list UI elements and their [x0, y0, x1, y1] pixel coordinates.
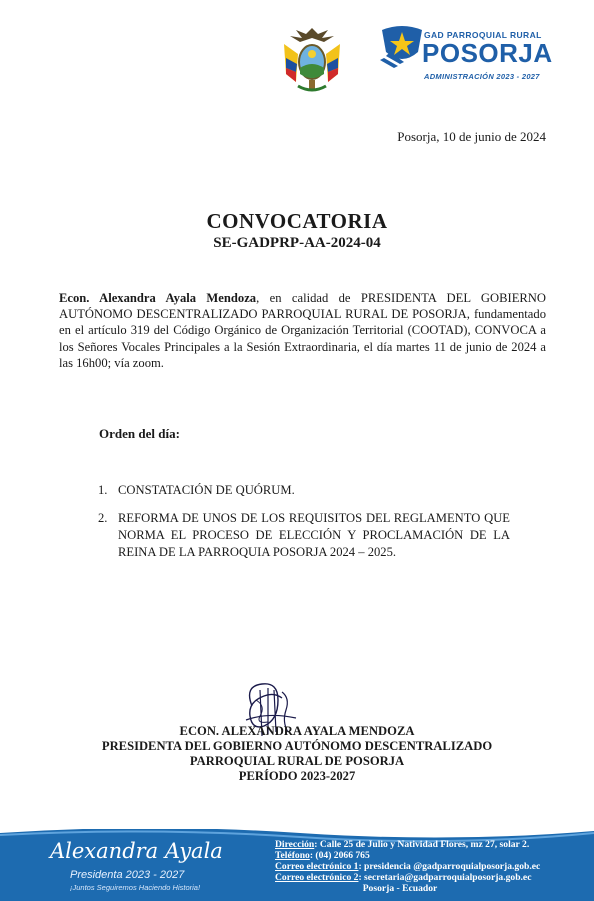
signature-block: [0, 724, 594, 784]
document-title: CONVOCATORIA: [206, 209, 388, 233]
email1-label: Correo electrónico 1: [275, 861, 359, 872]
brand-administration: ADMINISTRACIÓN 2023 - 2027: [424, 72, 540, 81]
signer-period: PERÍODO 2023-2027: [238, 769, 356, 783]
agenda-item-text: REFORMA DE UNOS DE LOS REQUISITOS DEL REGLAMENTO QUE NORMA EL PROCESO DE ELECCIÓN Y PROCLAMACIÓN DE LA REINA DE LA PARROQUIA POSORJA 2024 – 2025.: [118, 511, 510, 559]
document-date: Posorja, 10 de junio de 2024: [397, 129, 546, 144]
body-paragraph: [59, 290, 546, 371]
signer-name: ECON. ALEXANDRA AYALA MENDOZA: [179, 724, 415, 738]
footer-contact: [275, 839, 575, 894]
contact-email-1[interactable]: [275, 861, 575, 872]
email1-value[interactable]: : presidencia @gadparroquialposorja.gob.ec: [358, 861, 541, 872]
address-label: Dirección: [275, 839, 315, 850]
contact-phone: [275, 850, 575, 861]
agenda-item-text: CONSTATACIÓN DE QUÓRUM.: [118, 483, 295, 497]
phone-value: : (04) 2066 765: [309, 850, 370, 861]
email2-value[interactable]: : secretaria@gadparroquialposorja.gob.ec: [358, 872, 532, 883]
brand-subtitle-top: GAD PARROQUIAL RURAL: [424, 30, 542, 40]
brand-name: POSORJA: [422, 38, 553, 68]
body-paragraph-text: , en calidad de PRESIDENTA DEL GOBIERNO AUTÓNOMO DESCENTRALIZADO PARROQUIAL RURAL DE POSORJA, fundamentado en el artículo 319 del Código Orgánico de Organización Territorial (COOTAD), CONVOCA a los Señores Vocales Principales a la Sesión Extraordinaria, el día martes 11 de junio de 2024 a las 16h00; vía zoom.: [59, 291, 547, 370]
footer-banner: [0, 829, 594, 901]
gad-posorja-brand: [378, 20, 553, 84]
contact-location: Posorja - Ecuador: [362, 883, 438, 894]
footer-slogan: ¡Juntos Seguiremos Haciendo Historia!: [70, 883, 201, 892]
email2-label: Correo electrónico 2: [275, 872, 359, 883]
contact-address: [275, 839, 575, 850]
contact-email-2[interactable]: [275, 872, 575, 883]
signer-institution: PARROQUIAL RURAL DE POSORJA: [189, 754, 405, 768]
agenda-heading: Orden del día:: [99, 426, 180, 441]
footer-role: Presidenta 2023 - 2027: [70, 869, 185, 881]
address-value: : Calle 25 de Julio y Natividad Flores, mz 27, solar 2.: [314, 839, 530, 850]
footer-signature-name: Alexandra Ayala: [50, 839, 223, 863]
ecuador-coat-of-arms-icon: [276, 24, 348, 96]
document-code: SE-GADPRP-AA-2024-04: [213, 235, 381, 251]
signer-title: PRESIDENTA DEL GOBIERNO AUTÓNOMO DESCENTRALIZADO: [101, 739, 493, 753]
phone-label: Teléfono: [275, 850, 310, 861]
agenda-item-number: 1.: [98, 483, 108, 497]
agenda-item-number: 2.: [98, 511, 108, 525]
star-shield-logo-icon: [378, 22, 426, 68]
body-author-name: Econ. Alexandra Ayala Mendoza: [59, 291, 257, 305]
